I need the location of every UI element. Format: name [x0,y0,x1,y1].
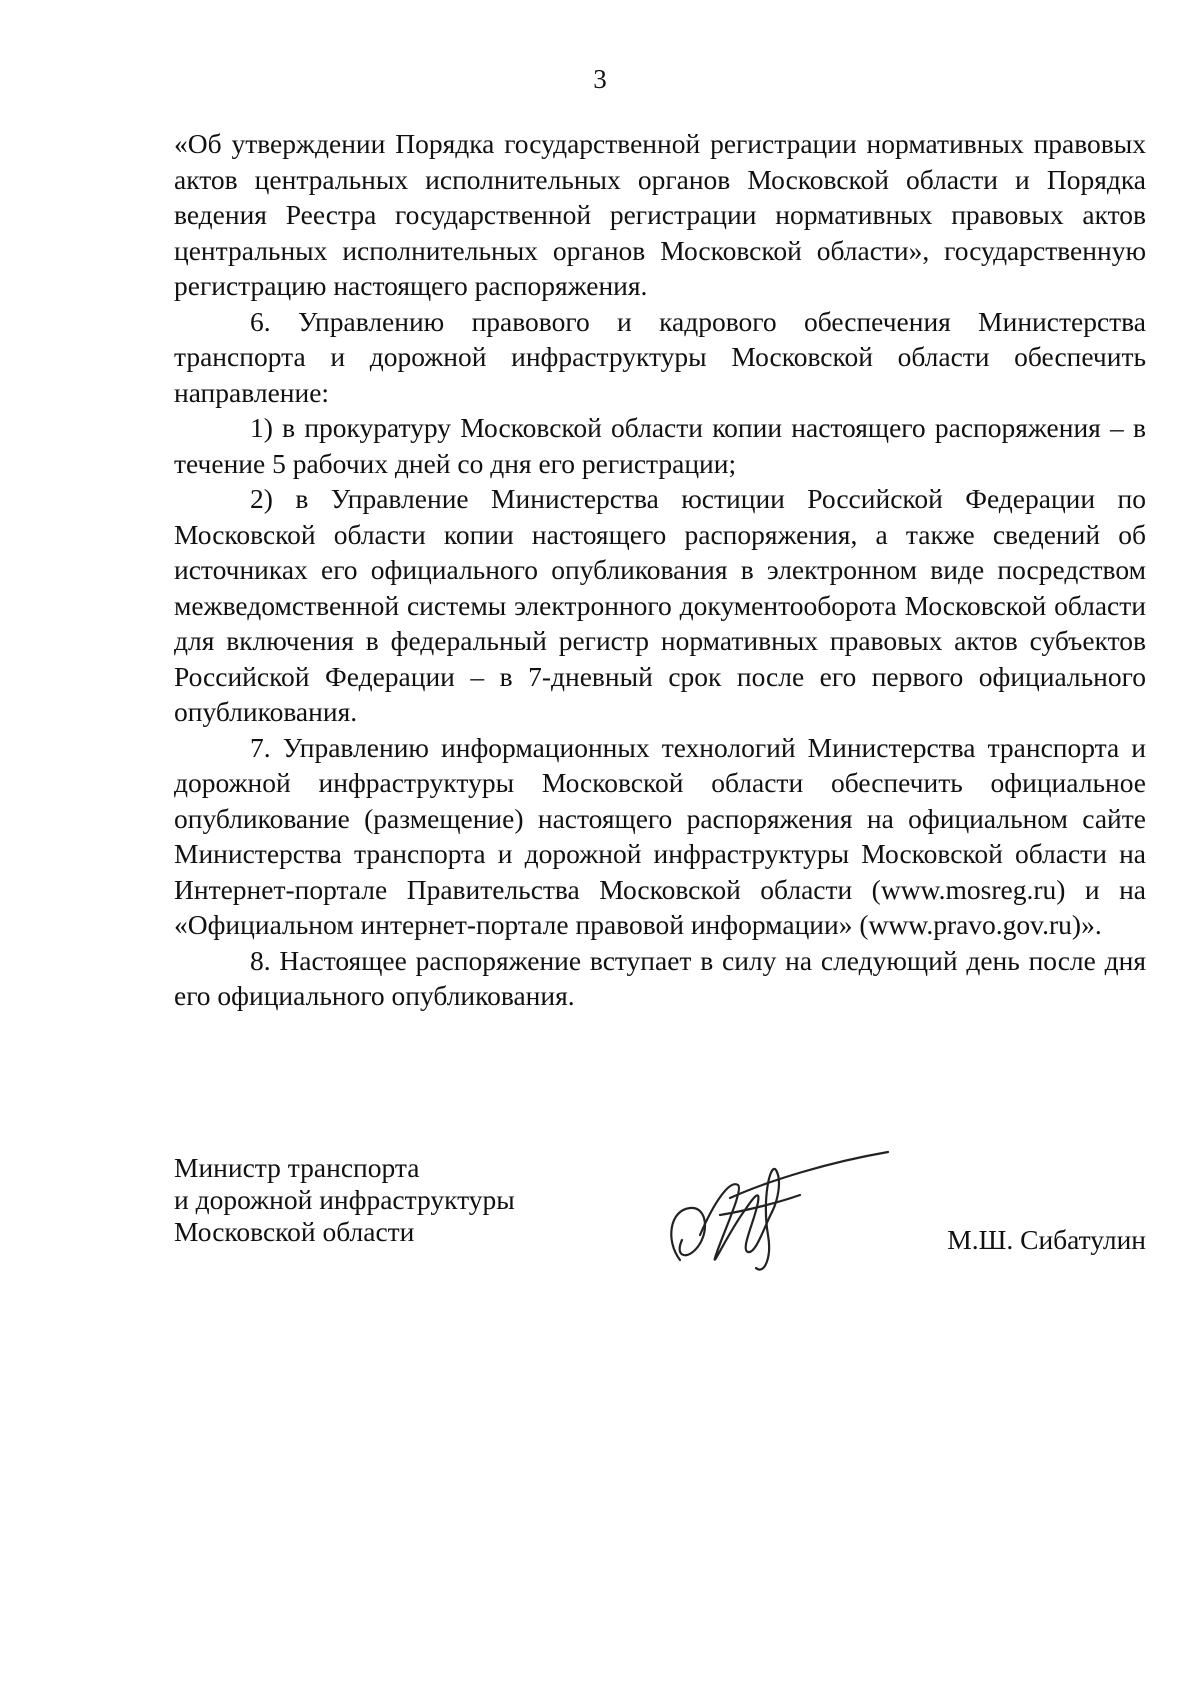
paragraph-6-item-2: 2) в Управление Министерства юстиции Российской Федерации по Московской области копии настоящего распоряжения, а также сведений об источниках его официального опубликования в электронном виде посредством межведомственной системы электронного документооборота Московской области для включения в федеральный регистр нормативных правовых актов субъектов Российской Федерации – в 7-дневный срок после его первого официального опубликования. [174,483,1146,727]
page-number: 3 [593,64,607,94]
paragraph-6: 6. Управлению правового и кадрового обеспечения Министерства транспорта и дорожной инфраструктуры Московской области обеспечить направление: [174,305,1146,408]
handwritten-signature-icon [660,1140,890,1280]
paragraph-6-item-1: 1) в прокуратуру Московской области копии настоящего распоряжения – в течение 5 рабочих дней со дня его регистрации; [174,412,1146,479]
signer-name: М.Ш. Сибатулин [947,1224,1146,1255]
signatory-position-line-1: Министр транспорта [174,1152,420,1183]
signatory-position-line-2: и дорожной инфраструктуры [174,1184,515,1215]
document-body [174,126,1146,1014]
paragraph-8: 8. Настоящее распоряжение вступает в силу на следующий день после дня его официального опубликования. [174,944,1146,1011]
signatory-position [174,1152,515,1248]
paragraph-registration: «Об утверждении Порядка государственной регистрации нормативных правовых актов центральных исполнительных органов Московской области и Порядка ведения Реестра государственной регистрации нормативных правовых актов центральных исполнительных органов Московской области», государственную регистрацию настоящего распоряжения. [174,128,1146,301]
paragraph-7: 7. Управлению информационных технологий Министерства транспорта и дорожной инфраструктуры Московской области обеспечить официальное опубликование (размещение) настоящего распоряжения на официальном сайте Министерства транспорта и дорожной инфраструктуры Московской области на Интернет-портале Правительства Московской области (www.mosreg.ru) и на «Официальном интернет-портале правовой информации» (www.pravo.gov.ru)». [174,731,1146,940]
signatory-position-line-3: Московской области [174,1216,415,1247]
